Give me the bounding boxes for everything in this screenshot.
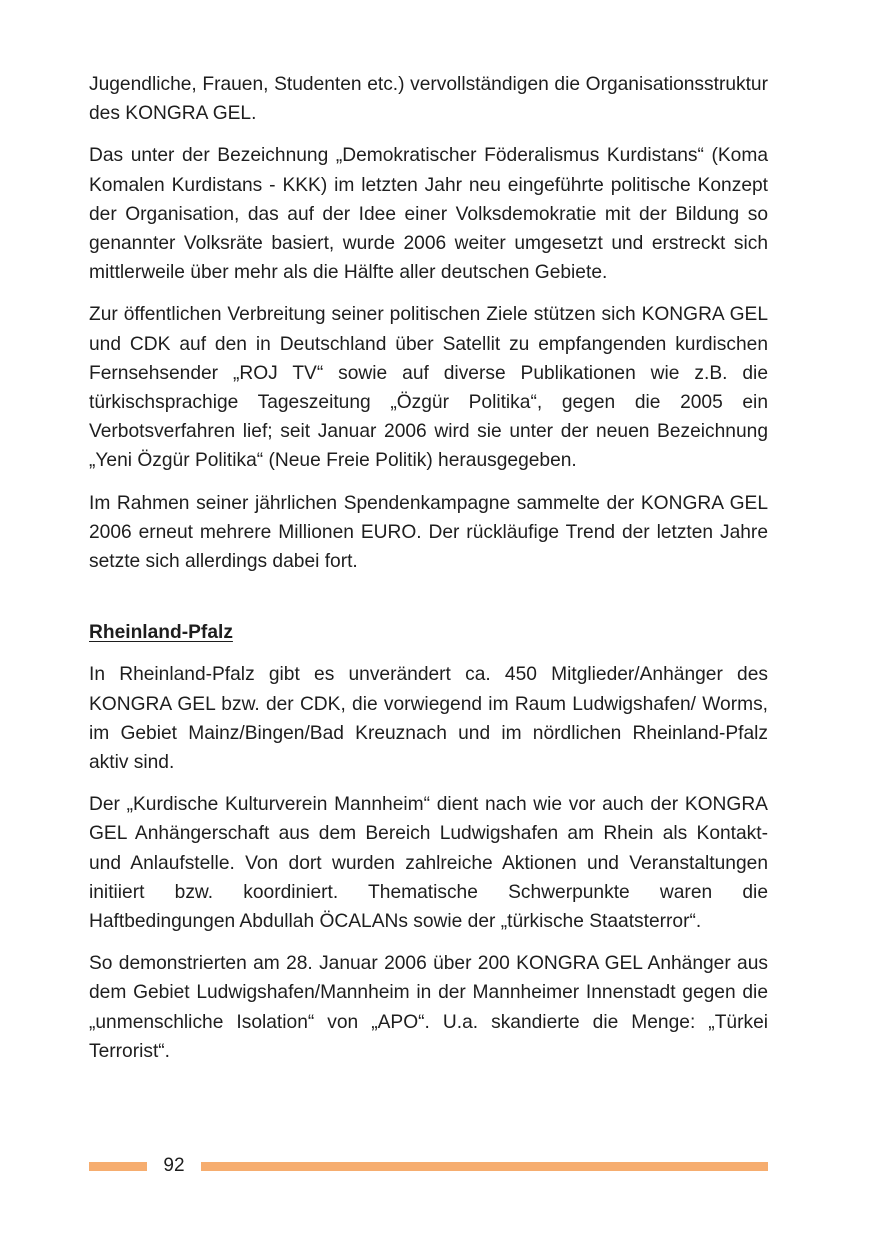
footer-accent-bar-right [201,1162,768,1171]
paragraph: So demonstrierten am 28. Januar 2006 über 200 KONGRA GEL Anhänger aus dem Gebiet Ludwigshafen/Mannheim in der Mannheimer Innenstadt gegen die „unmenschliche Isolation“ von „APO“. U.a. skandierte die Menge: „Türkei Terrorist“. [89,953,768,1062]
paragraph: Jugendliche, Frauen, Studenten etc.) vervollständigen die Organisationsstruktur des KONGRA GEL. [89,74,768,125]
paragraph: Zur öffentlichen Verbreitung seiner politischen Ziele stützen sich KONGRA GEL und CDK auf den in Deutschland über Satellit zu empfangenden kurdischen Fernsehsender „ROJ TV“ sowie auf diverse Publikationen wie z.B. die türkischsprachige Tageszeitung „Özgür Politika“, gegen die 2005 ein Verbotsverfahren lief; seit Januar 2006 wird sie unter der neuen Bezeichnung „Yeni Özgür Politika“ (Neue Freie Politik) herausgegeben. [89,304,768,472]
page-footer [89,1153,768,1179]
section-heading: Rheinland-Pfalz [89,622,233,644]
paragraph: Das unter der Bezeichnung „Demokratischer Föderalismus Kurdistans“ (Koma Komalen Kurdistans - KKK) im letzten Jahr neu eingeführte politische Konzept der Organisation, das auf der Idee einer Volksdemokratie mit der Bildung so genannter Volksräte basiert, wurde 2006 weiter umgesetzt und erstreckt sich mittlerweile über mehr als die Hälfte aller deutschen Gebiete. [89,145,768,284]
footer-accent-bar-left [89,1162,147,1171]
paragraph: Im Rahmen seiner jährlichen Spendenkampagne sammelte der KONGRA GEL 2006 erneut mehrere Millionen EURO. Der rückläufige Trend der letzten Jahre setzte sich allerdings dabei fort. [89,492,768,573]
paragraph: In Rheinland-Pfalz gibt es unverändert ca. 450 Mitglieder/Anhänger des KONGRA GEL bzw. der CDK, die vorwiegend im Raum Ludwigshafen/ Worms, im Gebiet Mainz/Bingen/Bad Kreuznach und im nördlichen Rheinland-Pfalz aktiv sind. [89,664,768,774]
page-number: 92 [163,1155,185,1176]
document-body [89,70,768,1079]
paragraph: Der „Kurdische Kulturverein Mannheim“ dient nach wie vor auch der KONGRA GEL Anhängerschaft aus dem Bereich Ludwigshafen am Rhein als Kontakt- und Anlaufstelle. Von dort wurden zahlreiche Aktionen und Veranstaltungen initiiert bzw. koordiniert. Thematische Schwerpunkte waren die Haftbedingungen Abdullah ÖCALANs sowie der „türkische Staatsterror“. [89,794,768,933]
